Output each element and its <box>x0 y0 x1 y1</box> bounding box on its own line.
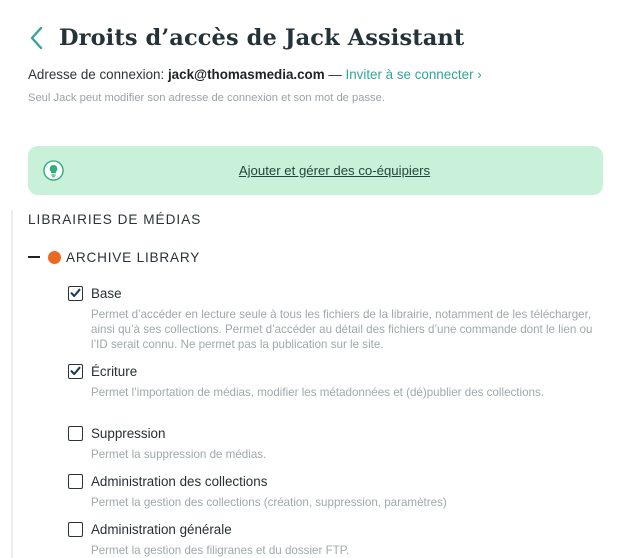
page-title: Droits d’accès de Jack Assistant <box>59 25 465 51</box>
library-name: ARCHIVE LIBRARY <box>66 249 201 265</box>
permission-checkbox[interactable] <box>68 522 83 537</box>
permission-description: Permet la suppression de médias. <box>91 448 267 461</box>
permission-description: Permet la gestion des collections (création, suppression, paramètres) <box>91 496 447 509</box>
permission-label: Suppression <box>91 425 166 441</box>
library-row[interactable] <box>28 248 200 266</box>
lightbulb-icon <box>43 160 64 181</box>
library-color-dot <box>48 251 61 264</box>
page-header <box>26 22 464 54</box>
checkmark-icon <box>70 288 81 298</box>
separator: — <box>324 67 346 82</box>
permission-description: Permet la gestion des filigranes et du dossier FTP. <box>91 544 350 557</box>
permission-checkbox[interactable] <box>68 426 83 441</box>
section-divider <box>11 210 13 558</box>
permission-item <box>68 362 608 400</box>
permission-checkbox[interactable] <box>68 286 83 301</box>
permission-checkbox[interactable] <box>68 474 83 489</box>
permission-label: Administration des collections <box>91 473 268 489</box>
back-button[interactable] <box>26 23 48 53</box>
login-label: Adresse de connexion: <box>28 67 168 82</box>
permission-item <box>68 424 608 462</box>
collapse-icon[interactable] <box>28 256 40 258</box>
permission-item <box>68 472 608 510</box>
add-teammates-link[interactable]: Ajouter et gérer des co-équipiers <box>238 163 431 178</box>
login-address-line <box>28 67 482 82</box>
checkmark-icon <box>70 366 81 376</box>
section-title: LIBRAIRIES DE MÉDIAS <box>28 212 202 227</box>
invite-link[interactable]: Inviter à se connecter › <box>345 67 482 82</box>
permission-label: Écriture <box>91 363 138 379</box>
permission-description: Permet l’importation de médias, modifier les métadonnées et (dé)publier des collections. <box>91 386 545 399</box>
permission-checkbox[interactable] <box>68 364 83 379</box>
login-hint: Seul Jack peut modifier son adresse de connexion et son mot de passe. <box>28 92 385 104</box>
permission-label: Base <box>91 285 122 301</box>
permission-item <box>68 284 608 352</box>
permission-description: Permet d’accéder en lecture seule à tous les fichiers de la librairie, notamment de les télécharger, ainsi qu’à ses collections. Permet d’accéder au détail des fichiers d’une commande dont le lien ou l’ID serait connu. Ne permet pas la publication sur le site. <box>91 308 593 351</box>
permission-item <box>68 520 608 558</box>
login-email: jack@thomasmedia.com <box>167 67 325 82</box>
teammates-banner <box>28 146 603 195</box>
chevron-left-icon <box>29 25 45 51</box>
permission-label: Administration générale <box>91 521 232 537</box>
